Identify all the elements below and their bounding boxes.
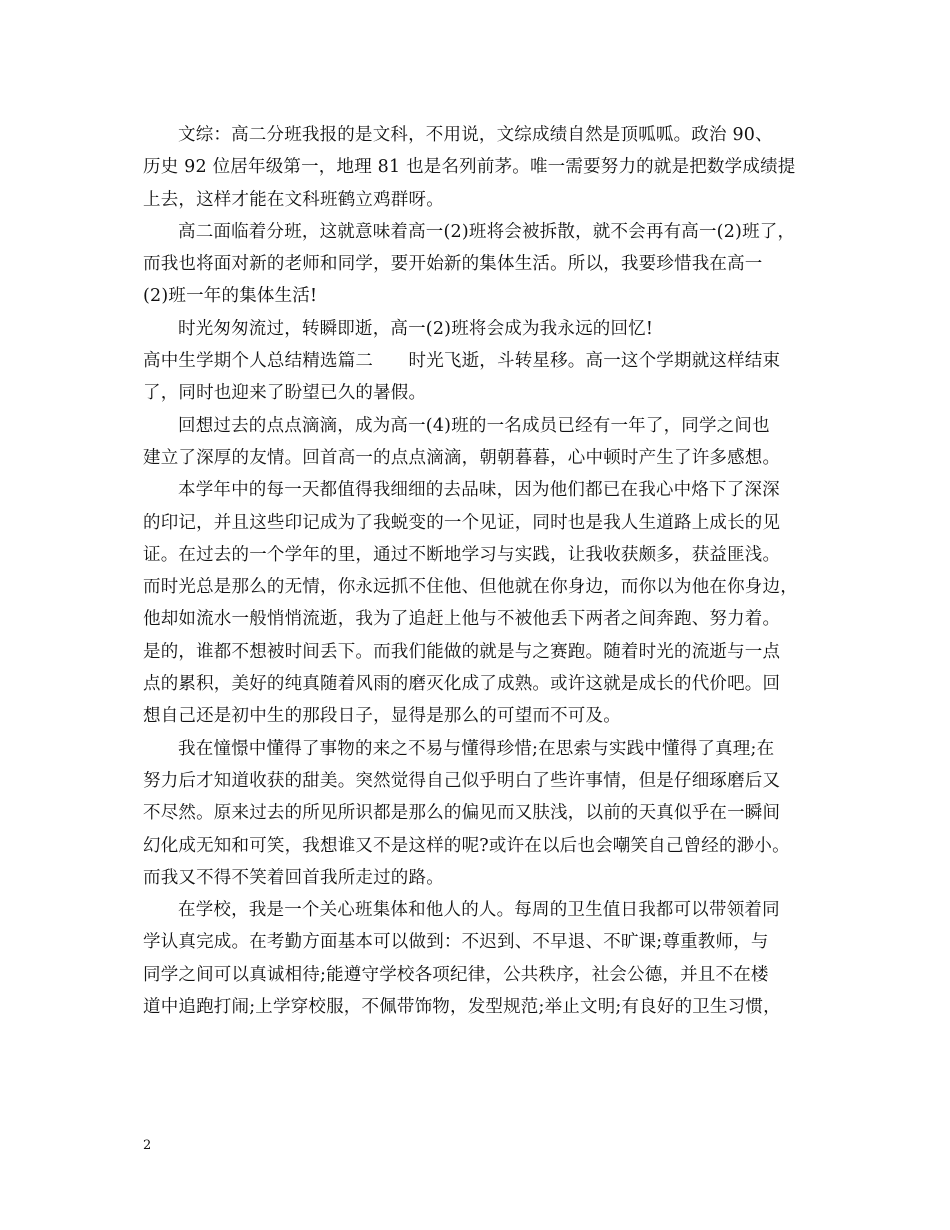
text-line: 在学校，我是一个关心班集体和他人的人。每周的卫生值日我都可以带领着同 [178, 900, 780, 921]
text-line: 幻化成无知和可笑，我想谁又不是这样的呢?或许在以后也会嘲笑自己曾经的渺小。 [143, 835, 790, 856]
text-line: 了，同时也迎来了盼望已久的暑假。 [143, 383, 427, 404]
text-line: (2)班一年的集体生活! [143, 286, 318, 307]
text-line: 文综：高二分班我报的是文科，不用说，文综成绩自然是顶呱呱。政治 90、 [178, 125, 773, 145]
text-line: 建立了深厚的友情。回首高一的点点滴滴，朝朝暮暮，心中顿时产生了许多感想。 [143, 447, 781, 468]
text-line: 我在憧憬中懂得了事物的来之不易与懂得珍惜;在思索与实践中懂得了真理;在 [178, 738, 775, 759]
text-line: 点的累积，美好的纯真随着风雨的磨灭化成了成熟。或许这就是成长的代价吧。回 [143, 674, 781, 695]
page-number: 2 [143, 1138, 152, 1153]
text-line: 上去，这样才能在文科班鹤立鸡群呀。 [143, 189, 444, 210]
text-line: 高二面临着分班，这就意味着高一(2)班将会被拆散，就不会再有高一(2)班了， [178, 221, 796, 242]
text-line: 时光匆匆流过，转瞬即逝，高一(2)班将会成为我永远的回忆! [178, 318, 654, 339]
text-line: 努力后才知道收获的甜美。突然觉得自己似乎明白了些许事情，但是仔细琢磨后又 [143, 770, 781, 791]
text-line: 证。在过去的一个学年的里，通过不断地学习与实践，让我收获颇多，获益匪浅。 [143, 544, 781, 565]
text-line: 道中追跑打闹;上学穿校服，不佩带饰物，发型规范;举止文明;有良好的卫生习惯， [143, 997, 781, 1018]
text-line: 回想过去的点点滴滴，成为高一(4)班的一名成员已经有一年了，同学之间也 [178, 415, 770, 436]
text-line: 是的，谁都不想被时间丢下。而我们能做的就是与之赛跑。随着时光的流逝与一点 [143, 641, 781, 662]
text-line: 的印记，并且这些印记成为了我蜕变的一个见证，同时也是我人生道路上成长的见 [143, 512, 781, 533]
text-line: 历史 92 位居年级第一，地理 81 也是名列前茅。唯一需要努力的就是把数学成绩提 [143, 157, 796, 178]
text-line: 而我又不得不笑着回首我所走过的路。 [143, 867, 444, 888]
text-line: 他却如流水一般悄悄流逝，我为了追赶上他与不被他丢下两者之间奔跑、努力着。 [143, 609, 781, 630]
text-line: 想自己还是初中生的那段日子，显得是那么的可望而不可及。 [143, 706, 621, 727]
text-line: 而时光总是那么的无情，你永远抓不住他、但他就在你身边，而你以为他在你身边， [143, 577, 798, 598]
text-line: 同学之间可以真诚相待;能遵守学校各项纪律，公共秩序，社会公德，并且不在楼 [143, 964, 769, 985]
text-line: 高中生学期个人总结精选篇二 时光飞逝，斗转星移。高一这个学期就这样结束 [143, 351, 781, 372]
text-line: 本学年中的每一天都值得我细细的去品味，因为他们都已在我心中烙下了深深 [178, 480, 780, 501]
text-line: 不尽然。原来过去的所见所识都是那么的偏见而又肤浅，以前的天真似乎在一瞬间 [143, 803, 781, 824]
text-line: 而我也将面对新的老师和同学，要开始新的集体生活。所以，我要珍惜我在高一 [143, 254, 763, 275]
text-line: 学认真完成。在考勤方面基本可以做到：不迟到、不早退、不旷课;尊重教师，与 [143, 932, 769, 953]
document-body [143, 119, 823, 1023]
